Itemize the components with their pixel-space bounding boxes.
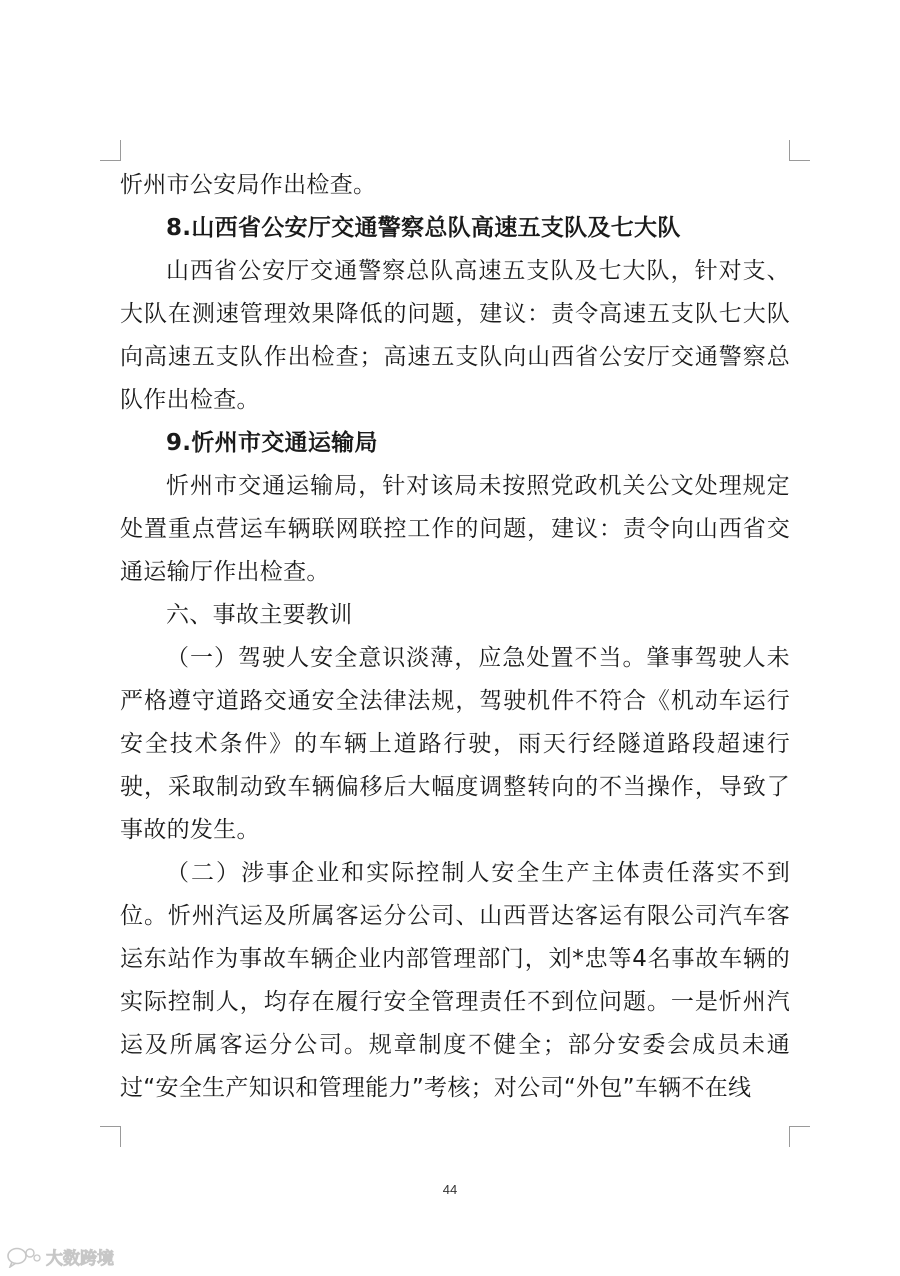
paragraph-continuation: 忻州市公安局作出检查。	[120, 172, 377, 198]
watermark	[6, 1244, 114, 1269]
section-heading-lessons: 六、事故主要教训	[166, 602, 353, 628]
crop-mark-top-left	[100, 140, 121, 161]
page-number: 44	[442, 1182, 458, 1197]
watermark-text: 大数跨境	[46, 1249, 114, 1269]
crop-mark-top-right	[789, 140, 810, 161]
paragraph-lesson-1: （一）驾驶人安全意识淡薄，应急处置不当。肇事驾驶人未严格遵守道路交通安全法律法规，驾驶机件不符合《机动车运行安全技术条件》的车辆上道路行驶，雨天行经隧道路段超速行驶，采取制动致车辆偏移后大幅度调整转向的不当操作，导致了事故的发生。	[120, 645, 790, 843]
paragraph-lesson-2: （二）涉事企业和实际控制人安全生产主体责任落实不到位。忻州汽运及所属客运分公司、山西晋达客运有限公司汽车客运东站作为事故车辆企业内部管理部门，刘*忠等4名事故车辆的实际控制人，均存在履行安全管理责任不到位问题。一是忻州汽运及所属客运分公司。规章制度不健全；部分安委会成员未通过“安全生产知识和管理能力”考核；对公司“外包”车辆不在线	[120, 860, 790, 1101]
paragraph-item-8: 山西省公安厅交通警察总队高速五支队及七大队，针对支、大队在测速管理效果降低的问题，建议：责令高速五支队七大队向高速五支队作出检查；高速五支队向山西省公安厅交通警察总队作出检查。	[120, 258, 790, 413]
crop-mark-bottom-right	[789, 1126, 810, 1147]
heading-item-8: 8.山西省公安厅交通警察总队高速五支队及七大队	[166, 215, 681, 241]
heading-item-9: 9.忻州市交通运输局	[166, 430, 378, 456]
speech-bubble-logo-icon	[6, 1246, 42, 1268]
paragraph-item-9: 忻州市交通运输局，针对该局未按照党政机关公文处理规定处置重点营运车辆联网联控工作的问题，建议：责令向山西省交通运输厅作出检查。	[120, 473, 790, 585]
document-body	[120, 164, 790, 1110]
crop-mark-bottom-left	[100, 1126, 121, 1147]
